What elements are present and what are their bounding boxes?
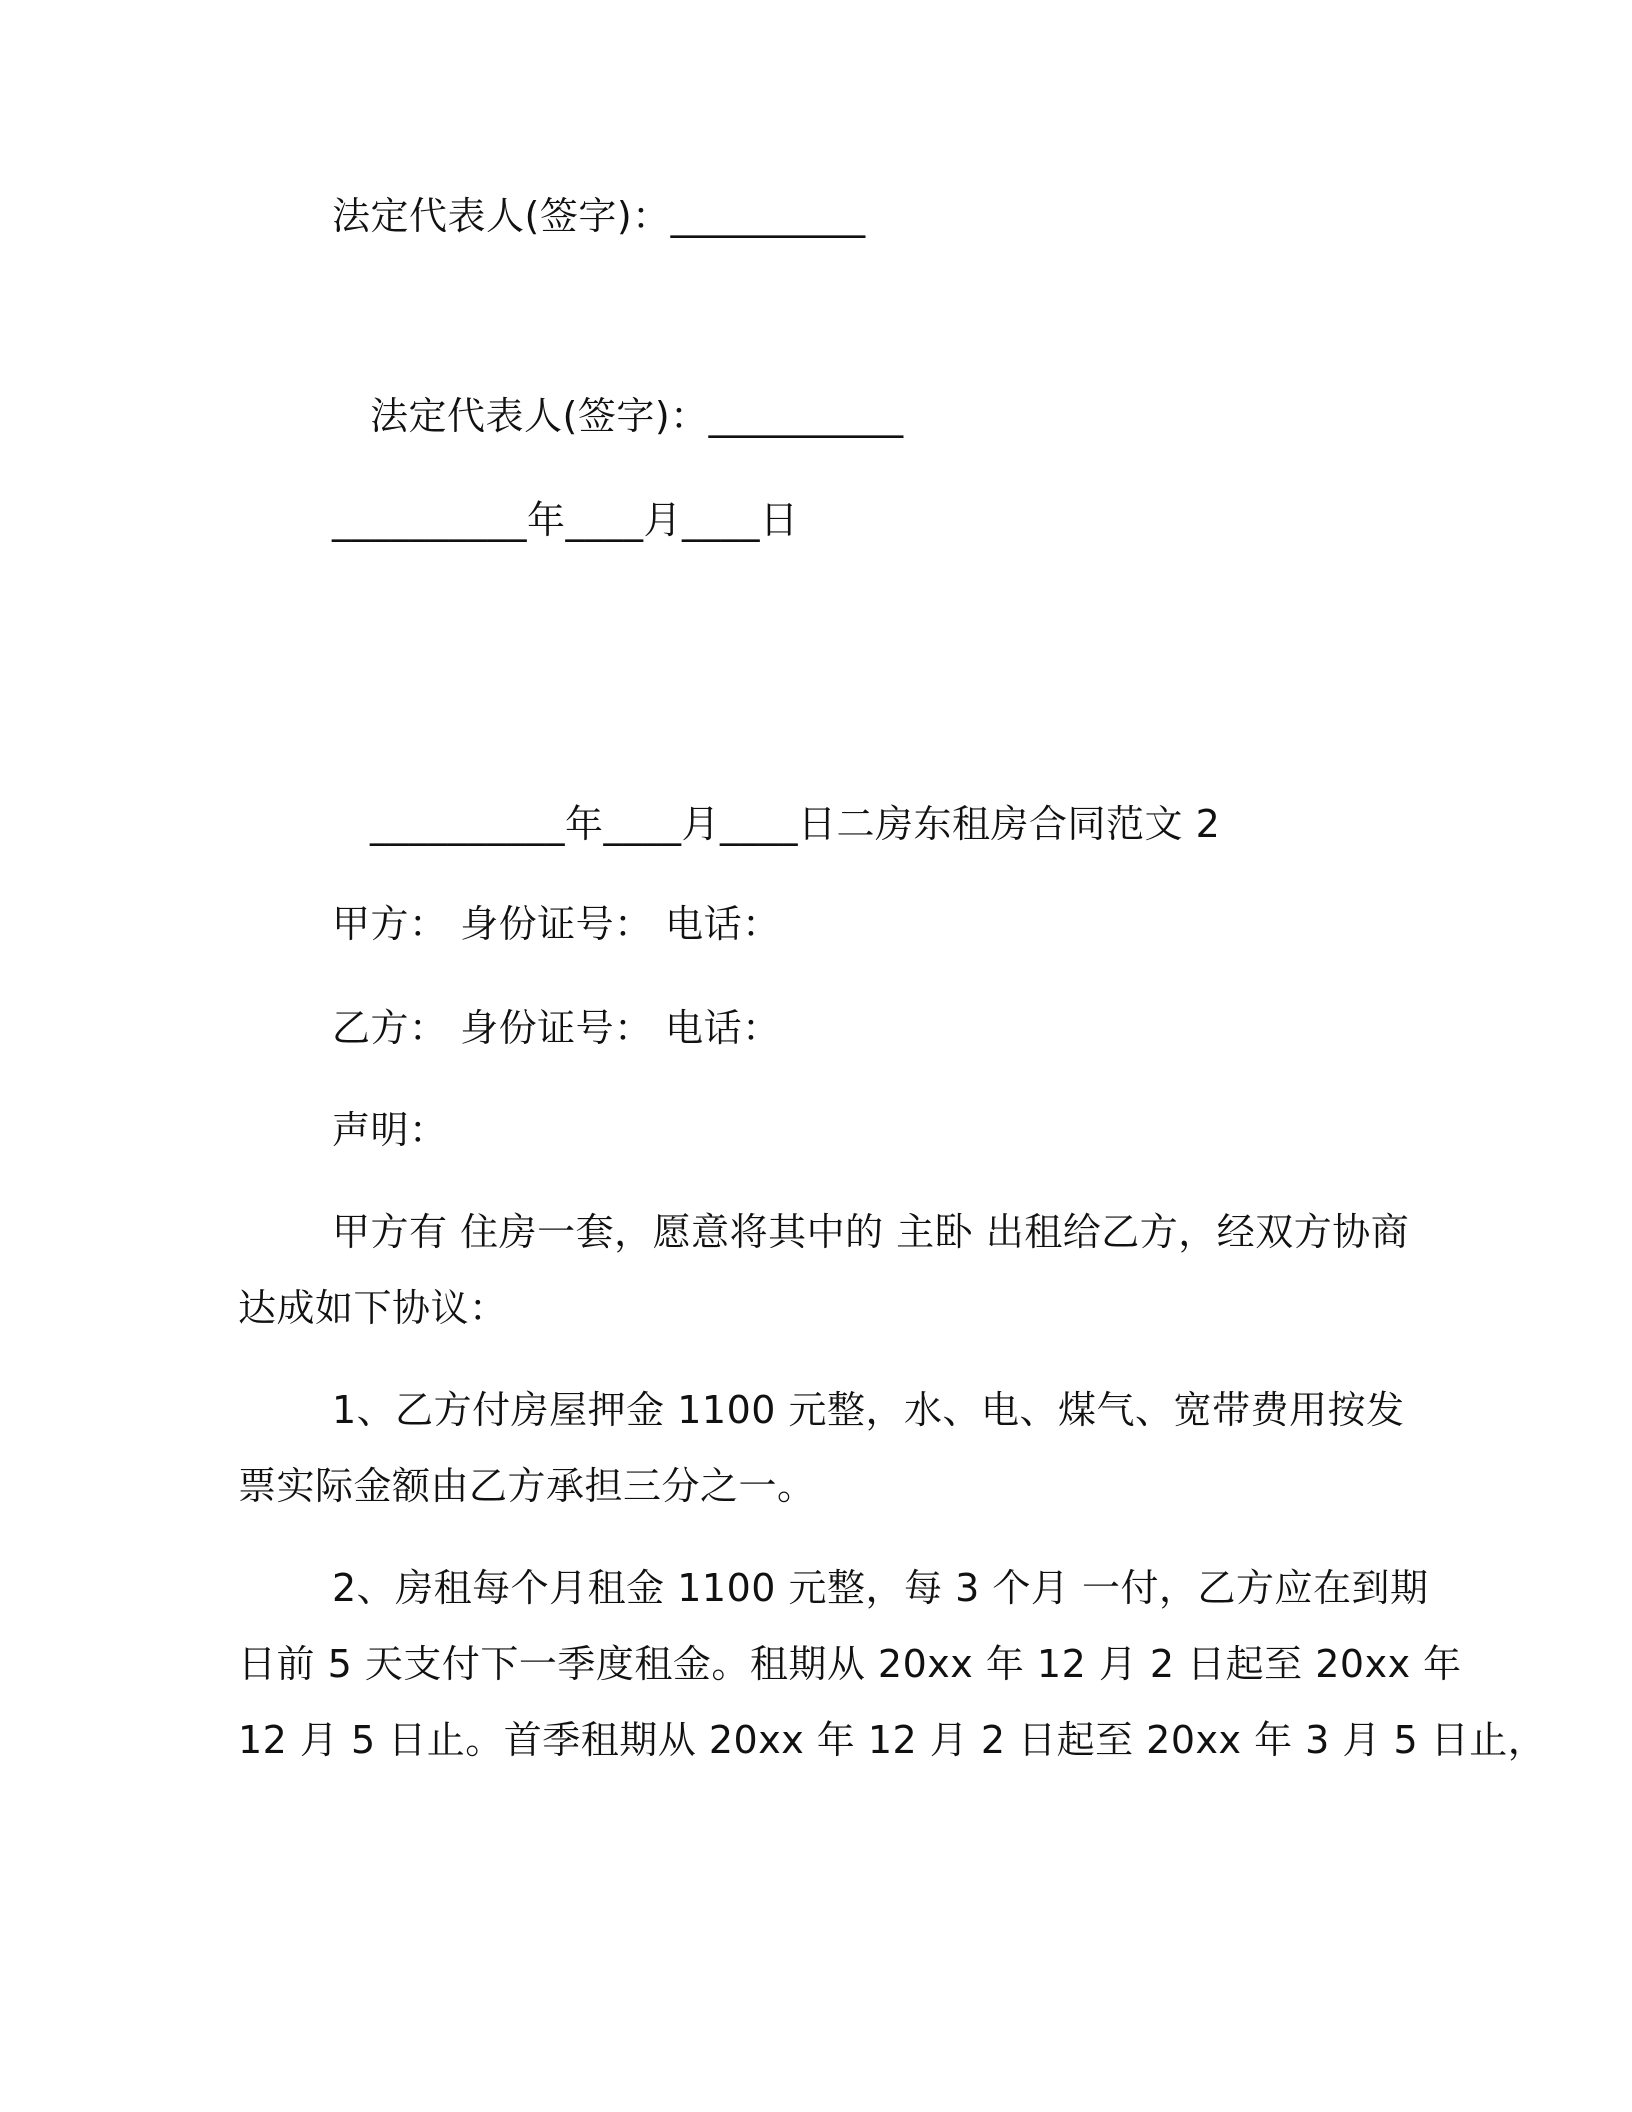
clause-2-line-3: 12 月 5 日止。首季租期从 20xx 年 12 月 2 日起至 20xx 年 3 月 5 日止， (238, 1718, 1547, 1762)
intro-paragraph-line-2: 达成如下协议： (238, 1286, 508, 1330)
clause-2-line-1: 2、房租每个月租金 1100 元整，每 3 个月 一付，乙方应在到期 (332, 1566, 1429, 1610)
party-b-line: 乙方： 身份证号： 电话： (332, 1006, 781, 1050)
clause-1-line-2: 票实际金额由乙方承担三分之一。 (238, 1464, 816, 1508)
clause-1-line-1: 1、乙方付房屋押金 1100 元整，水、电、煤气、宽带费用按发 (332, 1388, 1405, 1432)
clause-2-line-2: 日前 5 天支付下一季度租金。租期从 20xx 年 12 月 2 日起至 20xx 年 (238, 1642, 1462, 1686)
legal-rep-signature-line-2: 法定代表人(签字)：__________ (370, 394, 904, 438)
legal-rep-signature-line: 法定代表人(签字)：__________ (332, 194, 866, 238)
statement-label: 声明： (332, 1108, 448, 1152)
contract-title-line: __________年____月____日二房东租房合同范文 2 (370, 802, 1221, 846)
date-line: __________年____月____日 (332, 498, 799, 542)
party-a-line: 甲方： 身份证号： 电话： (332, 902, 781, 946)
intro-paragraph-line-1: 甲方有 住房一套，愿意将其中的 主卧 出租给乙方，经双方协商 (332, 1210, 1410, 1254)
